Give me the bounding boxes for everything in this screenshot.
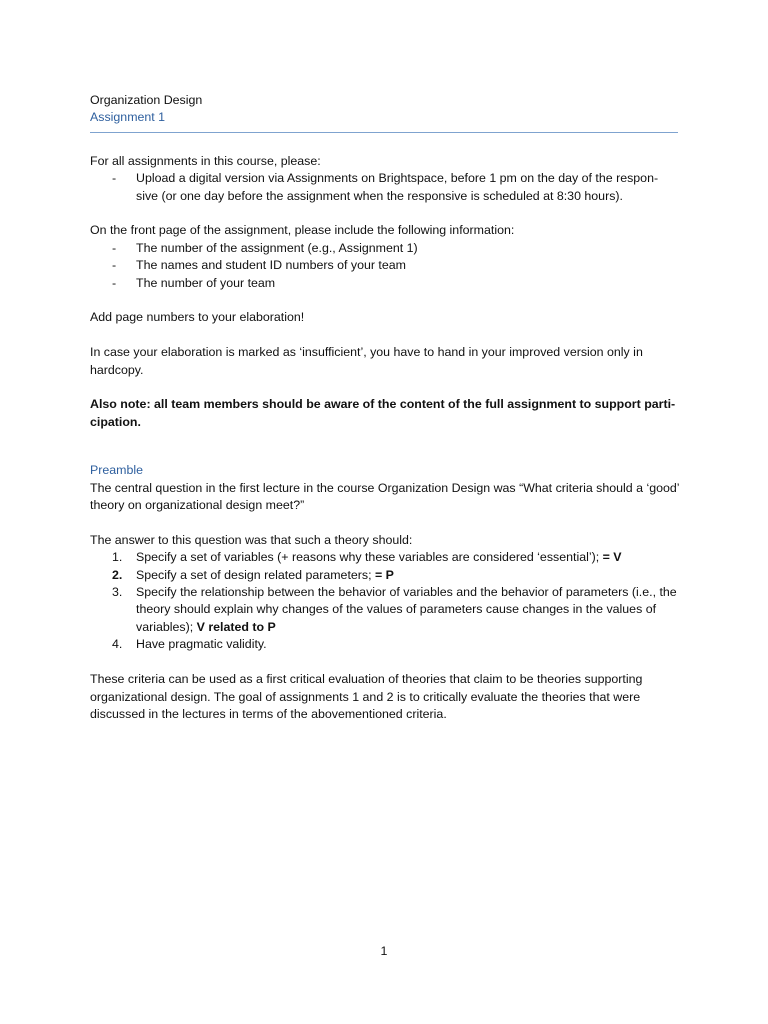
list-item: - The number of the assignment (e.g., Assignment 1) (112, 240, 418, 255)
answer-lead: The answer to this question was that such a theory should: (90, 532, 413, 547)
list-item: - The number of your team (112, 275, 276, 290)
list-item: 1. Specify a set of variables (+ reasons why these variables are considered ‘essential’); = V (112, 550, 622, 565)
list-item: - The names and student ID numbers of your team (112, 258, 406, 273)
list-item: - Upload a digital version via Assignments on Brightspace, before 1 pm on the day of the respon-sive (or one day before the assignment when the responsive is scheduled at 8:30 hours). (112, 171, 659, 203)
closing-paragraph: These criteria can be used as a first critical evaluation of theories that claim to be theories supporting organizational design. The goal of assignments 1 and 2 is to critically evaluate the theories that were discussed in the lectures in terms of the abovementioned criteria. (90, 672, 643, 721)
page-numbers-note: Add page numbers to your elaboration! (90, 310, 305, 325)
team-awareness-note: Also note: all team members should be aware of the content of the full assignment to support parti-cipation. (90, 397, 676, 429)
page-number: 1 (380, 944, 388, 958)
list-item: 3. Specify the relationship between the behavior of variables and the behavior of parameters (i.e., the theory should explain why changes of the values of parameters cause changes in the values of variables); V related to P (112, 585, 677, 634)
intro-list (90, 170, 680, 205)
preamble-heading: Preamble (90, 463, 144, 478)
preamble-paragraph: The central question in the first lecture in the course Organization Design was “What criteria should a ‘good’ theory on organizational design meet?” (90, 480, 680, 513)
list-item: 4. Have pragmatic validity. (112, 637, 267, 652)
insufficient-note: In case your elaboration is marked as ‘insufficient’, you have to hand in your improved version only in hardcopy. (90, 345, 643, 377)
list-item: 2. Specify a set of design related parameters; = P (112, 567, 394, 582)
front-page-list (90, 240, 680, 292)
document-page (90, 92, 680, 723)
intro-lead: For all assignments in this course, please: (90, 153, 321, 168)
course-title: Organization Design (90, 93, 203, 107)
criteria-list (90, 549, 680, 653)
assignment-title: Assignment 1 (90, 110, 166, 125)
front-page-lead: On the front page of the assignment, please include the following information: (90, 223, 515, 238)
